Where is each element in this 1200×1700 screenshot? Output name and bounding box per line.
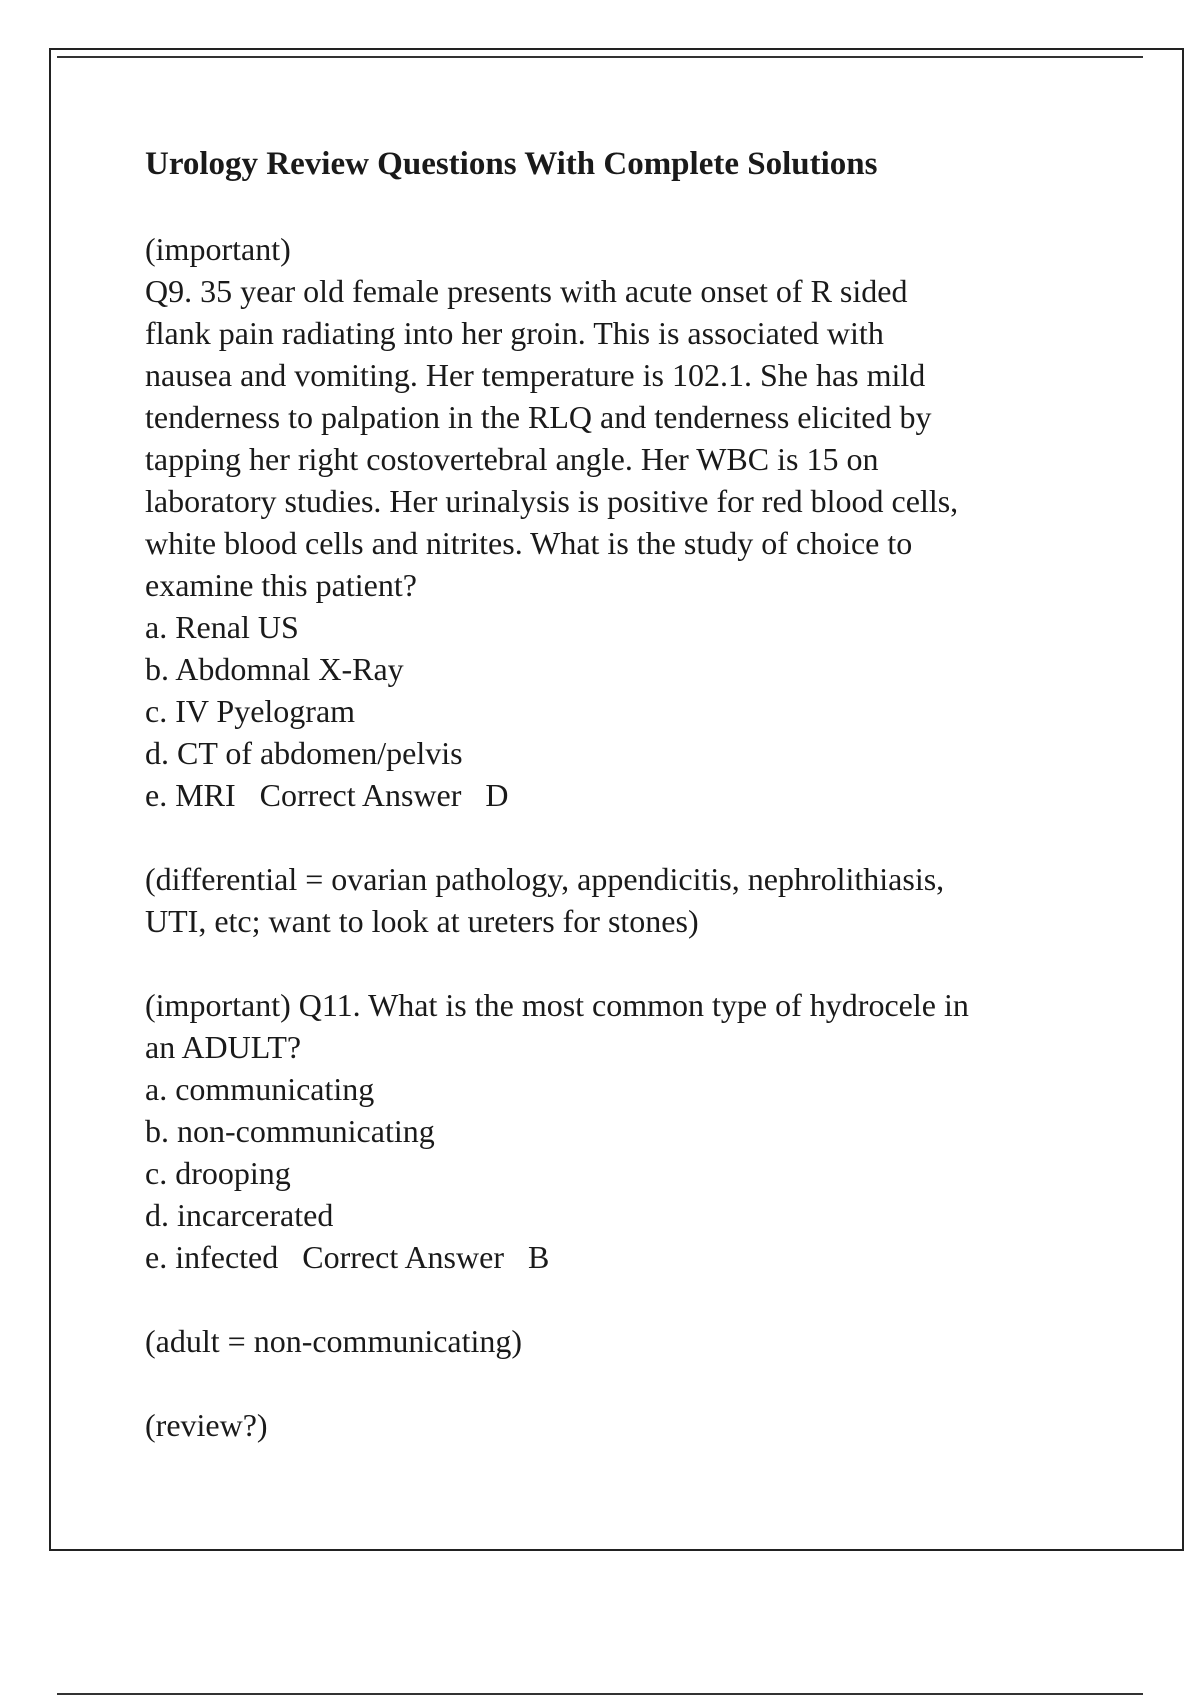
q9-explanation-line: UTI, etc; want to look at ureters for stones)	[145, 903, 699, 939]
question-q9	[145, 228, 1095, 816]
q11-option-d: d. incarcerated	[145, 1197, 334, 1233]
q9-stem-line: flank pain radiating into her groin. This is associated with	[145, 315, 884, 351]
q9-stem-line: tenderness to palpation in the RLQ and tenderness elicited by	[145, 399, 932, 435]
spacer	[145, 1278, 1095, 1320]
q9-option-e-row	[145, 774, 1095, 816]
q11-option-b: b. non-communicating	[145, 1113, 435, 1149]
q9-stem-line: examine this patient?	[145, 567, 417, 603]
q11-answer-label: Correct Answer	[302, 1239, 504, 1275]
q9-stem-line: white blood cells and nitrites. What is the study of choice to	[145, 525, 913, 561]
review-note: (review?)	[145, 1407, 268, 1443]
q9-option-e: e. MRI	[145, 777, 236, 813]
q11-option-e-row	[145, 1236, 1095, 1278]
q9-explanation	[145, 858, 1095, 942]
q9-option-b: b. Abdomnal X-Ray	[145, 651, 404, 687]
q9-answer-value: D	[485, 777, 509, 813]
q11-explanation: (adult = non-communicating)	[145, 1323, 523, 1359]
document-body	[145, 142, 1095, 1446]
q9-option-a: a. Renal US	[145, 609, 299, 645]
q11-stem-line: (important) Q11. What is the most common type of hydrocele in	[145, 987, 969, 1023]
q9-stem-line: tapping her right costovertebral angle. Her WBC is 15 on	[145, 441, 879, 477]
q11-option-a: a. communicating	[145, 1071, 375, 1107]
spacer	[145, 186, 1095, 228]
q9-importance-tag: (important)	[145, 231, 291, 267]
q9-option-c: c. IV Pyelogram	[145, 693, 356, 729]
spacer	[145, 942, 1095, 984]
document-title: Urology Review Questions With Complete Solutions	[145, 146, 878, 182]
spacer	[145, 816, 1095, 858]
q9-stem-line: Q9. 35 year old female presents with acute onset of R sided	[145, 273, 908, 309]
q9-stem-line: laboratory studies. Her urinalysis is positive for red blood cells,	[145, 483, 959, 519]
q11-option-c: c. drooping	[145, 1155, 291, 1191]
question-q11	[145, 984, 1095, 1278]
q9-explanation-line: (differential = ovarian pathology, appendicitis, nephrolithiasis,	[145, 861, 945, 897]
q11-option-e: e. infected	[145, 1239, 279, 1275]
q9-option-d: d. CT of abdomen/pelvis	[145, 735, 463, 771]
q9-answer-label: Correct Answer	[259, 777, 462, 813]
q11-answer-value: B	[527, 1239, 550, 1275]
header-rule	[57, 56, 1143, 58]
q11-stem-line: an ADULT?	[145, 1029, 302, 1065]
q9-stem-line: nausea and vomiting. Her temperature is 102.1. She has mild	[145, 357, 926, 393]
spacer	[145, 1362, 1095, 1404]
footer-rule	[57, 1693, 1143, 1695]
